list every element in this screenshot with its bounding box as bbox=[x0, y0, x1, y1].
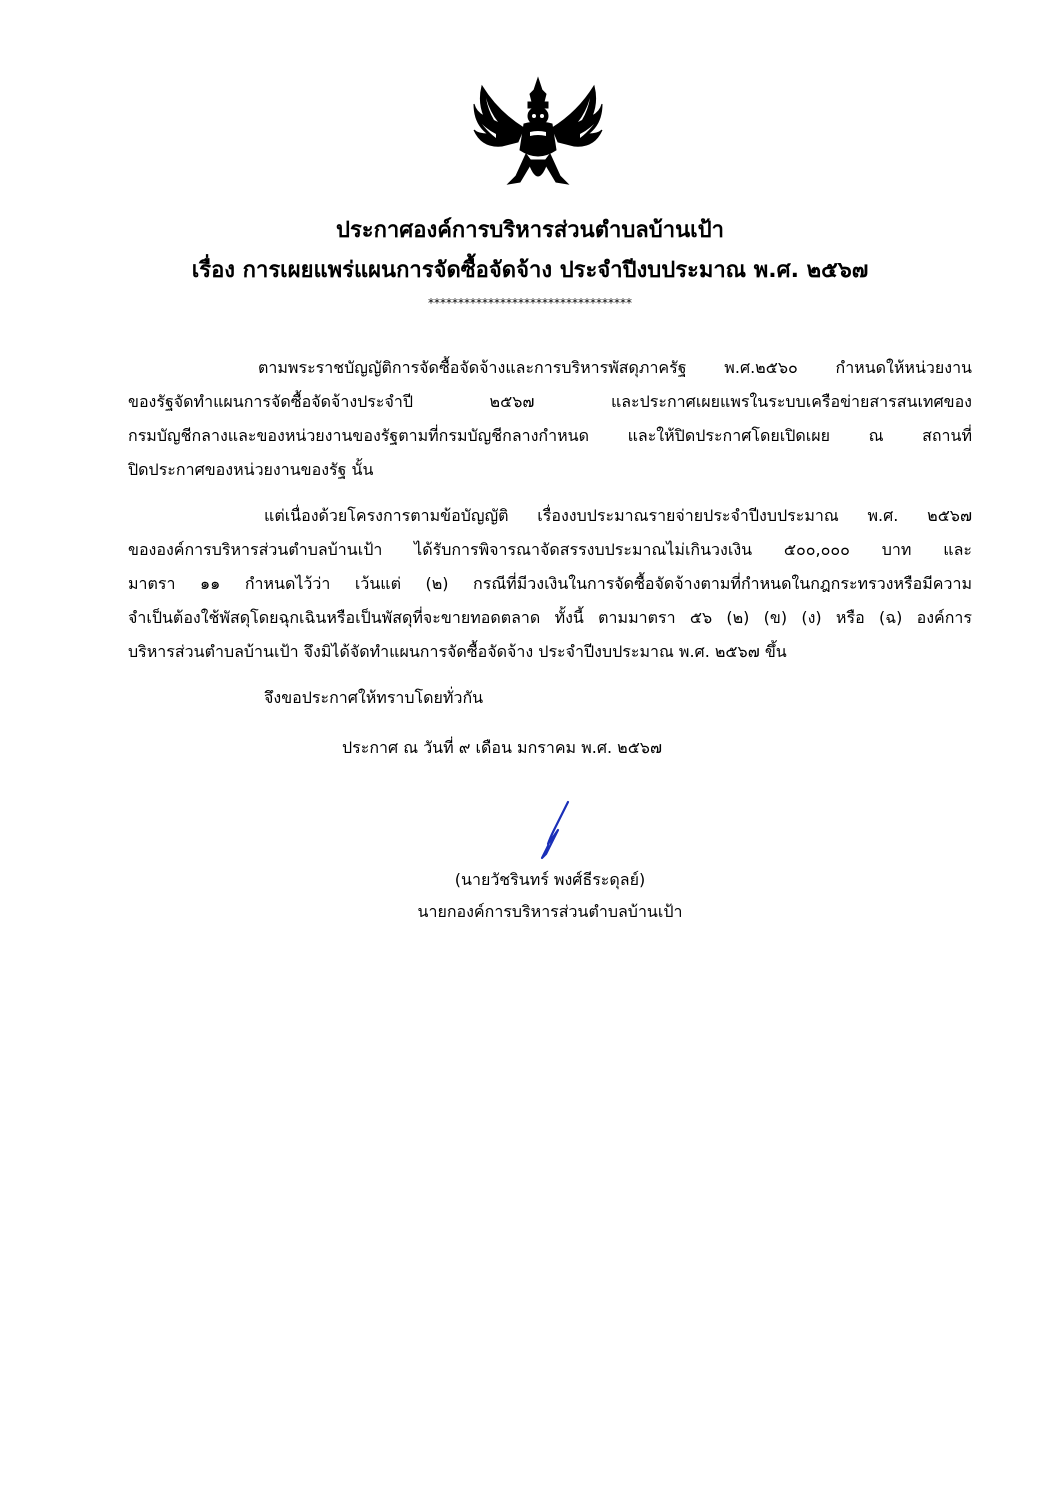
signatory-position: นายกองค์การบริหารส่วนตำบลบ้านเป้า bbox=[417, 902, 683, 921]
paragraph-line: บริหารส่วนตำบลบ้านเป้า จึงมิได้จัดทำแผนการจัดซื้อจัดจ้าง ประจำปีงบประมาณ พ.ศ. ๒๕๖๗ ขึ้น bbox=[128, 642, 787, 661]
paragraph-line: มาตรา ๑๑ กำหนดไว้ว่า เว้นแต่ (๒) กรณีที่มีวงเงินในการจัดซื้อจัดจ้างตามที่กำหนดในกฎกระทรวงหรือมีความ bbox=[128, 574, 972, 593]
signatory-name: (นายวัชรินทร์ พงศ์ธีระดุลย์) bbox=[454, 870, 646, 889]
announcement-title: ประกาศองค์การบริหารส่วนตำบลบ้านเป้า bbox=[336, 218, 724, 243]
title-divider: ********************************** bbox=[428, 296, 632, 310]
paragraph-line: ขององค์การบริหารส่วนตำบลบ้านเป้า ได้รับการพิจารณาจัดสรรงบประมาณไม่เกินวงเงิน ๕๐๐,๐๐๐ บาท และ bbox=[128, 540, 972, 559]
handwritten-signature bbox=[528, 800, 576, 860]
paragraph-line: ของรัฐจัดทำแผนการจัดซื้อจัดจ้างประจำปี ๒๕๖๗ และประกาศเผยแพรในระบบเครือข่ายสารสนเทศของ bbox=[128, 392, 972, 411]
paragraph-line: แต่เนื่องด้วยโครงการตามข้อบัญญัติ เรื่องงบประมาณรายจ่ายประจำปีงบประมาณ พ.ศ. ๒๕๖๗ bbox=[264, 506, 972, 525]
garuda-emblem-icon bbox=[468, 72, 608, 202]
announcement-date: ประกาศ ณ วันที่ ๙ เดือน มกราคม พ.ศ. ๒๕๖๗ bbox=[342, 738, 662, 757]
paragraph-line: ตามพระราชบัญญัติการจัดซื้อจัดจ้างและการบริหารพัสดุภาครัฐ พ.ศ.๒๕๖๐ กำหนดให้หน่วยงาน bbox=[258, 358, 972, 377]
paragraph-line: จำเป็นต้องใช้พัสดุโดยฉุกเฉินหรือเป็นพัสดุที่จะขายทอดตลาด ทั้งนี้ ตามมาตรา ๕๖ (๒) (ข) (ง) หรือ (ฉ) องค์การ bbox=[128, 608, 972, 627]
announcement-subject: เรื่อง การเผยแพร่แผนการจัดซื้อจัดจ้าง ประจำปีงบประมาณ พ.ศ. ๒๕๖๗ bbox=[191, 258, 869, 283]
closing-statement: จึงขอประกาศให้ทราบโดยทั่วกัน bbox=[264, 688, 484, 707]
paragraph-line: กรมบัญชีกลางและของหน่วยงานของรัฐตามที่กรมบัญชีกลางกำหนด และให้ปิดประกาศโดยเปิดเผย ณ สถานที่ bbox=[128, 426, 972, 445]
paragraph-line: ปิดประกาศของหน่วยงานของรัฐ นั้น bbox=[128, 460, 374, 479]
